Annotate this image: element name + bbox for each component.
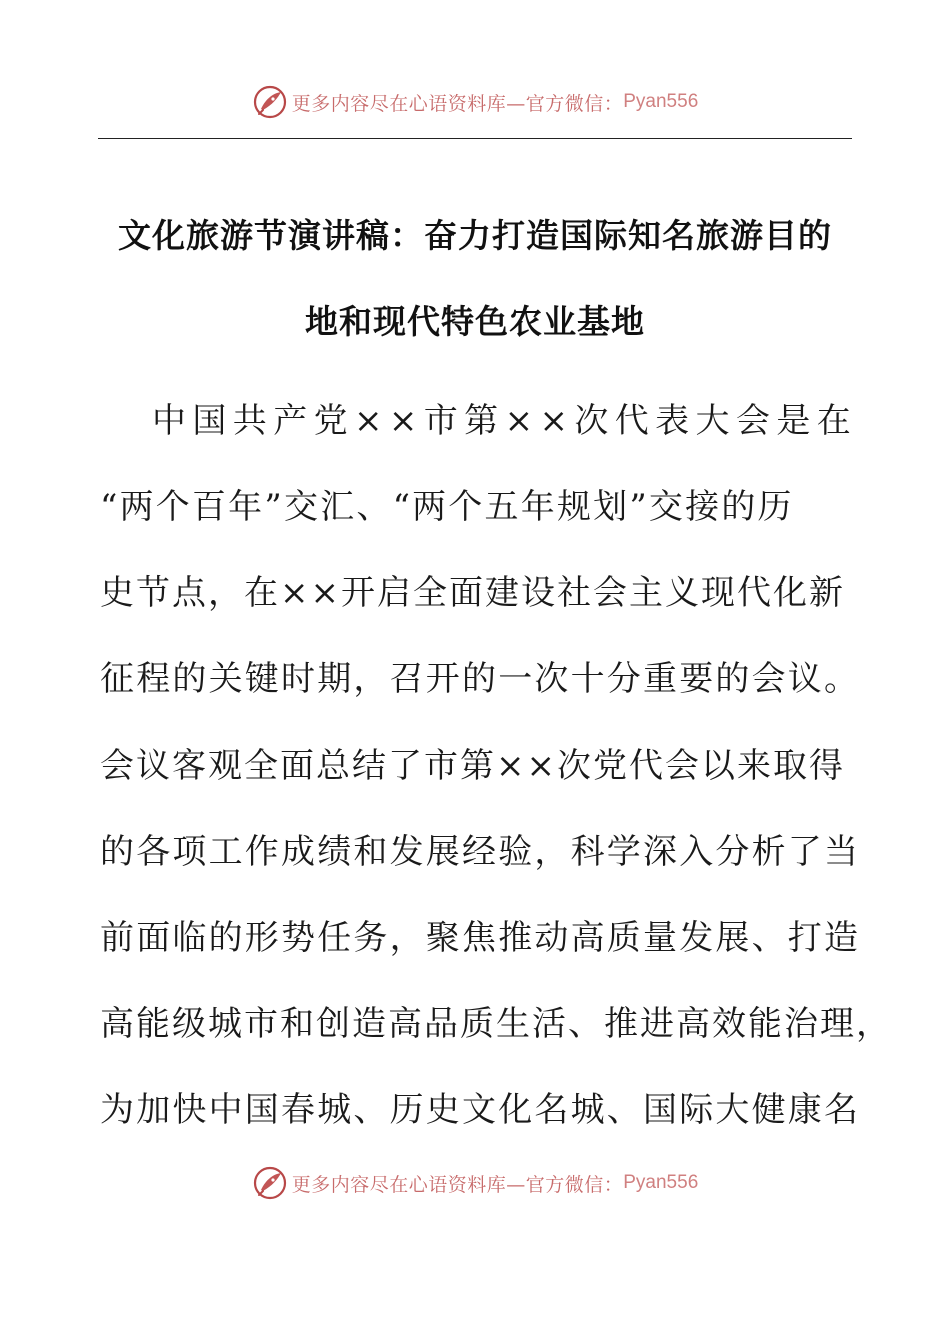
body-line: “两个百年”交汇、“两个五年规划”交接的历 — [100, 487, 794, 527]
body-line: 会议客观全面总结了市第××次党代会以来取得 — [100, 746, 845, 786]
banner-wechat-id: Pyan556 — [623, 1172, 699, 1193]
footer-banner — [0, 1163, 950, 1203]
header-divider — [98, 138, 852, 139]
document-title-line-1: 文化旅游节演讲稿：奋力打造国际知名旅游目的 — [118, 216, 832, 255]
body-line: 征程的关键时期，召开的一次十分重要的会议。 — [100, 659, 861, 699]
banner-wechat-id: Pyan556 — [623, 91, 699, 112]
document-title-line-2: 地和现代特色农业基地 — [305, 302, 645, 341]
pen-nib-logo-icon — [252, 84, 288, 120]
pen-nib-logo-icon — [252, 1165, 288, 1201]
body-line: 中国共产党××市第××次代表大会是在 — [152, 401, 858, 441]
body-line: 的各项工作成绩和发展经验，科学深入分析了当 — [100, 832, 861, 872]
banner-text: 更多内容尽在心语资料库—官方微信： — [291, 92, 624, 115]
body-line: 为加快中国春城、历史文化名城、国际大健康名 — [100, 1090, 861, 1130]
header-banner — [0, 82, 950, 122]
body-line: 前面临的形势任务，聚焦推动高质量发展、打造 — [100, 918, 861, 958]
body-line: 高能级城市和创造高品质生活、推进高效能治理， — [100, 1004, 892, 1044]
body-line: 史节点，在××开启全面建设社会主义现代化新 — [100, 573, 845, 613]
banner-text: 更多内容尽在心语资料库—官方微信： — [291, 1173, 624, 1196]
